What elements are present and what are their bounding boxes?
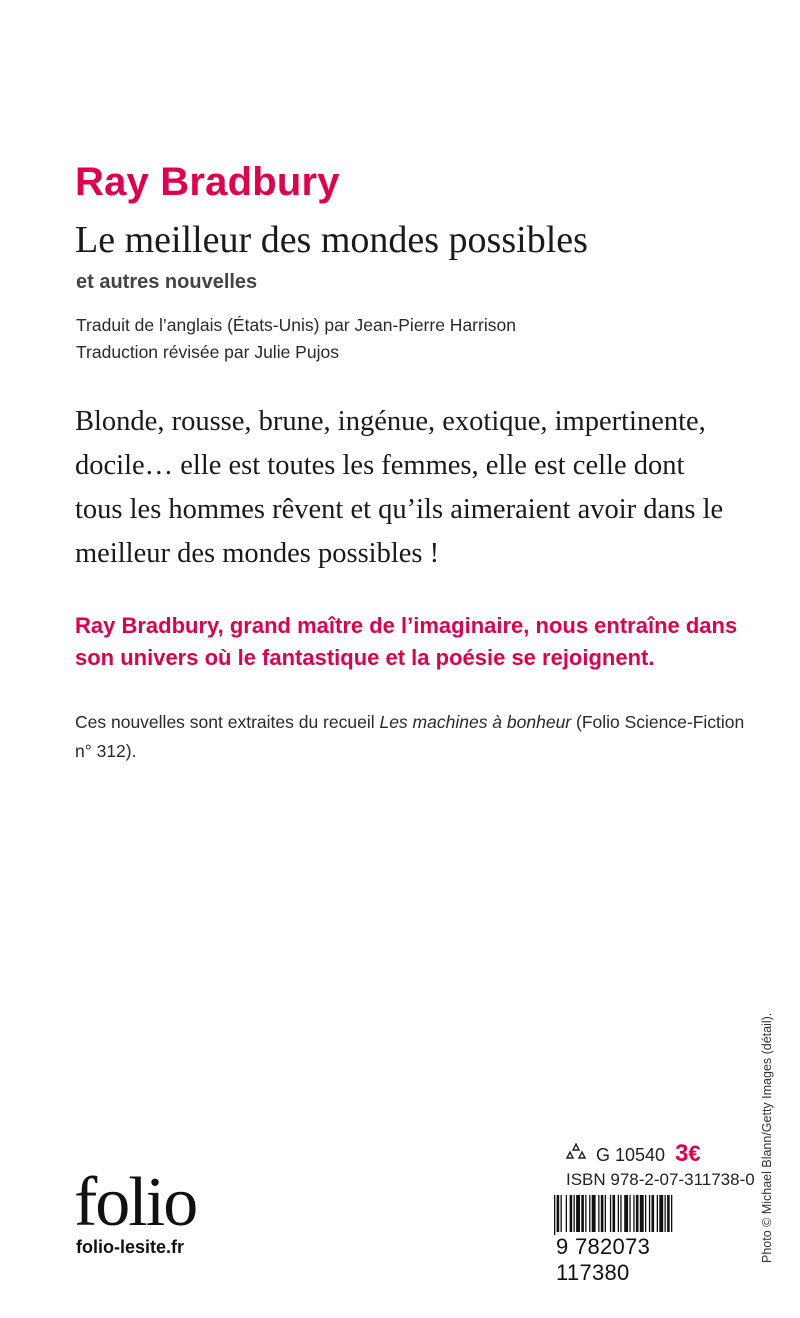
- barcode-digits: 9 782073 117380: [556, 1232, 726, 1288]
- price-currency: €: [688, 1141, 701, 1166]
- publisher-website: folio-lesite.fr: [76, 1237, 185, 1257]
- isbn-label: ISBN 978-2-07-311738-0: [566, 1170, 755, 1189]
- blurb-text: Blonde, rousse, brune, ingénue, exotique, impertinente, docile… elle est toutes les femmes, elle est celle dont tous les hommes rêvent et qu’ils aimeraient avoir dans le meilleur des mondes possibles !: [75, 406, 724, 569]
- source-note: [75, 708, 745, 766]
- source-collection-title: Les machines à bonheur: [379, 712, 572, 732]
- pitch-text: Ray Bradbury, grand maître de l’imaginaire, nous entraîne dans son univers où le fantastique et la poésie se rejoignent.: [75, 613, 738, 670]
- revision-credit: Traduction révisée par Julie Pujos: [76, 342, 339, 362]
- book-title: Le meilleur des mondes possibles: [75, 219, 588, 261]
- barcode-icon: [552, 1195, 732, 1235]
- price-row: [566, 1140, 701, 1168]
- category-code: G 10540: [596, 1145, 666, 1165]
- price-value: 3: [675, 1140, 689, 1167]
- translator-credit: Traduit de l’anglais (États-Unis) par Jean-Pierre Harrison: [76, 315, 516, 335]
- author-name: Ray Bradbury: [75, 160, 340, 204]
- source-note-after: (Folio Science-Fiction n° 312).: [75, 712, 745, 761]
- source-note-before: Ces nouvelles sont extraites du recueil: [75, 712, 380, 732]
- folio-logo: folio: [74, 1164, 197, 1241]
- photo-credit: Photo © Michael Blann/Getty Images (détail).: [760, 1012, 774, 1263]
- book-subtitle: et autres nouvelles: [76, 271, 258, 293]
- tripod-symbol-icon: [566, 1143, 586, 1166]
